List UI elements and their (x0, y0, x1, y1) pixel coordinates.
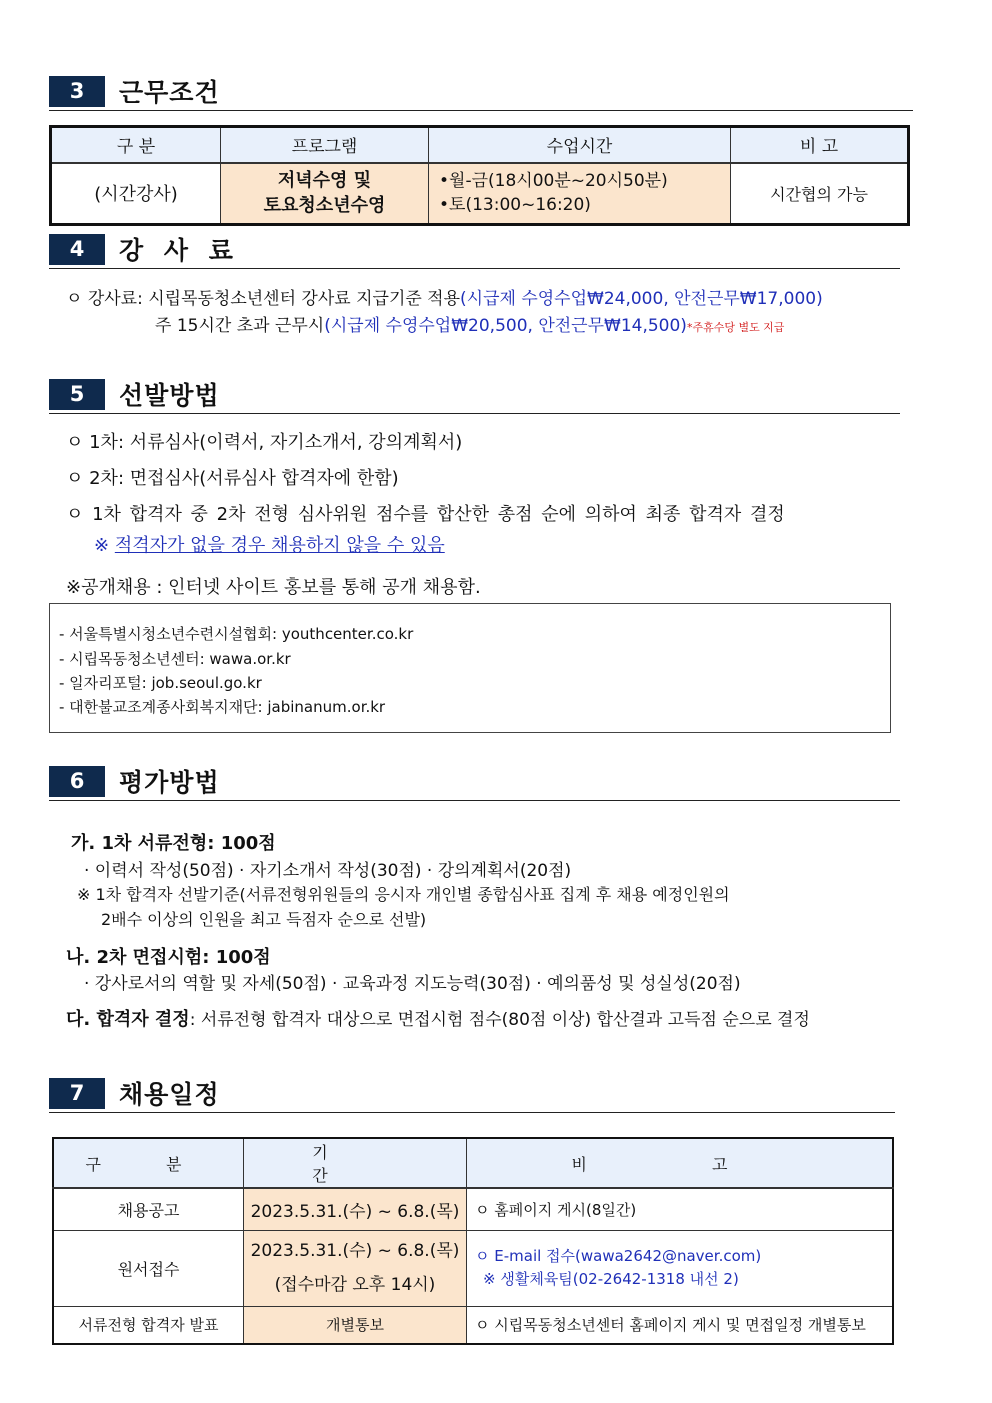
eval-b-items: · 강사로서의 역할 및 자세(50점) · 교육과정 지도능력(30점) · 예의품성 및 성실성(20점) (84, 974, 741, 994)
fee-rate: (시급제 수영수업₩20,500, 안전근무₩14,500) (324, 316, 687, 336)
section-number: 4 (49, 234, 105, 265)
eval-a-items: · 이력서 작성(50점) · 자기소개서 작성(30점) · 강의계획서(20점) (84, 861, 572, 881)
fee-line-1 (66, 284, 823, 309)
note-text: 적격자가 없을 경우 채용하지 않을 수 있음 (114, 535, 445, 556)
public-recruitment: ※공개채용 : 인터넷 사이트 홍보를 통해 공개 채용함. (66, 577, 481, 598)
period-line: 2023.5.31.(수) ~ 6.8.(목) (250, 1241, 460, 1261)
table-header: 비 고 (467, 1138, 894, 1188)
site-list-box (49, 603, 891, 733)
note-line: ※ 생활체육팀(02-2642-1318 내선 2) (483, 1270, 739, 1288)
note-cell: ㅇ 홈페이지 게시(8일간) (467, 1188, 894, 1230)
table-header: 기 간 (244, 1138, 467, 1188)
eval-c-title: 다. 합격자 결정 (66, 1009, 190, 1030)
selection-item: ㅇ 2차: 면접심사(서류심사 합격자에 한함) (66, 468, 399, 489)
table-header: 프로그램 (221, 127, 429, 163)
site-item: - 일자리포털: job.seoul.go.kr (59, 674, 262, 692)
section-title: 평가방법 (119, 768, 220, 797)
fee-text: 주 15시간 초과 근무시 (155, 316, 325, 336)
eval-b-title: 나. 2차 면접시험: 100점 (66, 947, 271, 968)
table-header: 구 분 (51, 127, 221, 163)
section-number: 6 (49, 766, 105, 797)
section-number: 7 (49, 1078, 105, 1109)
section-title: 근무조건 (119, 78, 220, 107)
fee-footnote: *주휴수당 별도 지급 (686, 321, 785, 334)
section-4-header (49, 234, 900, 269)
note-cell: ㅇ 시립목동청소년센터 홈페이지 게시 및 면접일정 개별통보 (467, 1306, 894, 1344)
program-cell (221, 163, 429, 225)
period-line: (접수마감 오후 14시) (274, 1275, 436, 1295)
section-5-header (49, 379, 900, 414)
site-item: - 대한불교조계종사회복지재단: jabinanum.or.kr (59, 698, 386, 716)
fee-line-2 (155, 311, 784, 336)
table-cell: 시간협의 가능 (731, 163, 909, 225)
program-line: 저녁수영 및 (277, 170, 372, 192)
selection-item: ㅇ 1차: 서류심사(이력서, 자기소개서, 강의계획서) (66, 432, 463, 453)
note-mark: ※ (94, 535, 115, 556)
site-item: - 서울특별시청소년수련시설협회: youthcenter.co.kr (59, 625, 414, 643)
table-header: 비 고 (731, 127, 909, 163)
note-line: ㅇ E-mail 접수(wawa2642@naver.com) (475, 1247, 762, 1265)
fee-text: ㅇ 강사료: 시립목동청소년센터 강사료 지급기준 적용 (66, 289, 461, 309)
section-title: 강 사 료 (119, 236, 239, 265)
schedule-table (52, 1137, 894, 1345)
eval-a-title: 가. 1차 서류전형: 100점 (71, 833, 276, 854)
table-cell: 서류전형 합격자 발표 (53, 1306, 244, 1344)
note-cell (467, 1230, 894, 1306)
section-3-header (49, 76, 913, 111)
table-cell: (시간강사) (51, 163, 221, 225)
eval-a-note: ※ 1차 합격자 선발기준(서류전형위원들의 응시자 개인별 종합심사표 집계 후 채용 예정인원의 (77, 885, 730, 904)
section-6-header (49, 766, 900, 801)
period-cell (244, 1230, 467, 1306)
time-line: •토(13:00~16:20) (439, 195, 591, 216)
table-header: 구 분 (53, 1138, 244, 1188)
section-title: 채용일정 (119, 1080, 220, 1109)
table-cell: 채용공고 (53, 1188, 244, 1230)
period-cell: 개별통보 (244, 1306, 467, 1344)
table-cell: 원서접수 (53, 1230, 244, 1306)
time-cell (429, 163, 731, 225)
eval-c (66, 1005, 810, 1031)
period-cell: 2023.5.31.(수) ~ 6.8.(목) (244, 1188, 467, 1230)
eval-a-note: 2배수 이상의 인원을 최고 득점자 순으로 선발) (101, 910, 427, 929)
section-number: 5 (49, 379, 105, 410)
fee-rate: (시급제 수영수업₩24,000, 안전근무₩17,000) (460, 289, 823, 309)
section-number: 3 (49, 76, 105, 107)
table-header: 수업시간 (429, 127, 731, 163)
selection-note (94, 531, 445, 557)
site-item: - 시립목동청소년센터: wawa.or.kr (59, 650, 291, 668)
section-7-header (49, 1078, 895, 1113)
working-conditions-table (49, 125, 910, 226)
section-title: 선발방법 (119, 381, 220, 410)
eval-c-text: : 서류전형 합격자 대상으로 면접시험 점수(80점 이상) 합산결과 고득점 순으로 결정 (189, 1010, 810, 1030)
program-line: 토요청소년수영 (263, 195, 386, 217)
selection-item: ㅇ 1차 합격자 중 2차 전형 심사위원 점수를 합산한 총점 순에 의하여 최종 합격자 결정 (66, 504, 785, 525)
time-line: •월-금(18시00분~20시50분) (439, 171, 668, 192)
